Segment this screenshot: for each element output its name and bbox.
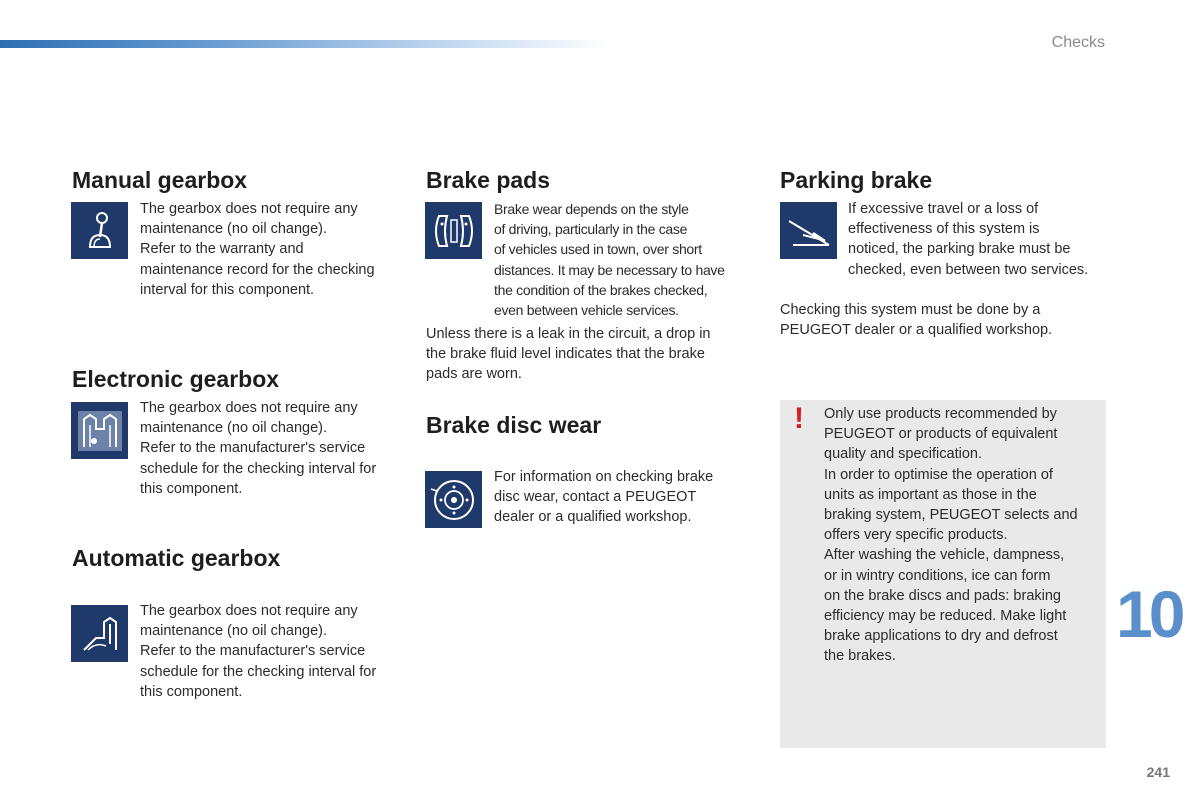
text-line: efficiency may be reduced. Make light xyxy=(824,608,1067,625)
chapter-number: 10 xyxy=(1116,577,1182,651)
text-line: PEUGEOT dealer or a qualified workshop. xyxy=(780,322,1053,339)
text-line: checked, even between two services. xyxy=(848,261,1089,278)
text-line: the brake fluid level indicates that the brake xyxy=(426,346,705,363)
text-line: interval for this component. xyxy=(140,281,315,298)
text-line: maintenance (no oil change). xyxy=(140,221,328,238)
manual-gearbox-heading: Manual gearbox xyxy=(72,167,248,193)
text-line: units as important as those in the xyxy=(824,486,1037,503)
text-line: Refer to the manufacturer's service xyxy=(140,643,366,660)
parking-brake-dealer-text xyxy=(780,300,1110,340)
text-line: the condition of the brakes checked, xyxy=(494,281,708,298)
manual-gearbox-text xyxy=(140,199,410,300)
page-number: 241 xyxy=(1146,764,1170,780)
brake-pads-heading: Brake pads xyxy=(426,167,551,193)
text-line: maintenance (no oil change). xyxy=(140,420,328,437)
text-line: Unless there is a leak in the circuit, a drop in xyxy=(426,326,711,342)
text-line: of driving, particularly in the case xyxy=(494,221,688,238)
text-line: For information on checking brake xyxy=(494,469,714,485)
text-line: Refer to the warranty and xyxy=(140,241,304,258)
warning-exclamation-icon: ! xyxy=(794,402,804,435)
text-line: dealer or a qualified workshop. xyxy=(494,509,692,526)
electronic-gearbox-heading: Electronic gearbox xyxy=(72,366,280,392)
text-line: disc wear, contact a PEUGEOT xyxy=(494,489,697,506)
text-line: Only use products recommended by xyxy=(824,406,1057,422)
section-title: Checks xyxy=(1051,34,1105,51)
text-line: of vehicles used in town, over short xyxy=(494,241,702,258)
text-line: Brake wear depends on the style xyxy=(494,201,689,217)
text-line: schedule for the checking interval for xyxy=(140,663,377,680)
text-line: After washing the vehicle, dampness, xyxy=(824,547,1065,564)
text-line: The gearbox does not require any xyxy=(140,201,358,217)
electronic-gear-selector-icon xyxy=(71,402,128,459)
text-line: this component. xyxy=(140,480,243,497)
text-line: on the brake discs and pads: braking xyxy=(824,587,1061,604)
text-line: distances. It may be necessary to have xyxy=(494,261,725,278)
text-line: In order to optimise the operation of xyxy=(824,466,1053,483)
text-line: even between vehicle services. xyxy=(494,302,679,319)
parking-brake-lever-icon xyxy=(780,202,837,259)
text-line: maintenance (no oil change). xyxy=(140,623,328,640)
text-line: brake applications to dry and defrost xyxy=(824,628,1058,645)
automatic-gearbox-text xyxy=(140,601,410,702)
brake-pads-text xyxy=(494,199,764,320)
text-line: Checking this system must be done by a xyxy=(780,302,1041,318)
text-line: Refer to the manufacturer's service xyxy=(140,440,366,457)
text-line: effectiveness of this system is xyxy=(848,221,1040,238)
parking-brake-heading: Parking brake xyxy=(780,167,933,193)
text-line: noticed, the parking brake must be xyxy=(848,241,1071,258)
text-line: or in wintry conditions, ice can form xyxy=(824,567,1051,584)
header-accent-bar xyxy=(0,40,610,48)
text-line: If excessive travel or a loss of xyxy=(848,201,1039,217)
brake-disc-icon xyxy=(425,471,482,528)
text-line: this component. xyxy=(140,683,243,700)
automatic-gearbox-heading: Automatic gearbox xyxy=(72,545,281,571)
parking-brake-text xyxy=(848,199,1118,280)
text-line: quality and specification. xyxy=(824,446,982,463)
electronic-gearbox-text xyxy=(140,398,410,499)
text-line: pads are worn. xyxy=(426,366,522,383)
text-line: The gearbox does not require any xyxy=(140,603,358,619)
text-line: the brakes. xyxy=(824,648,896,665)
text-line: schedule for the checking interval for xyxy=(140,460,377,477)
manual-gear-lever-icon xyxy=(71,202,128,259)
text-line: PEUGEOT or products of equivalent xyxy=(824,426,1058,443)
text-line: offers very specific products. xyxy=(824,527,1008,544)
brake-fluid-text xyxy=(426,324,756,385)
brake-pads-icon xyxy=(425,202,482,259)
brake-disc-text xyxy=(494,467,764,528)
text-line: maintenance record for the checking xyxy=(140,261,375,278)
text-line: braking system, PEUGEOT selects and xyxy=(824,507,1078,524)
warning-text xyxy=(824,404,1104,667)
automatic-gear-selector-icon xyxy=(71,605,128,662)
brake-disc-wear-heading: Brake disc wear xyxy=(426,412,602,438)
text-line: The gearbox does not require any xyxy=(140,400,358,416)
